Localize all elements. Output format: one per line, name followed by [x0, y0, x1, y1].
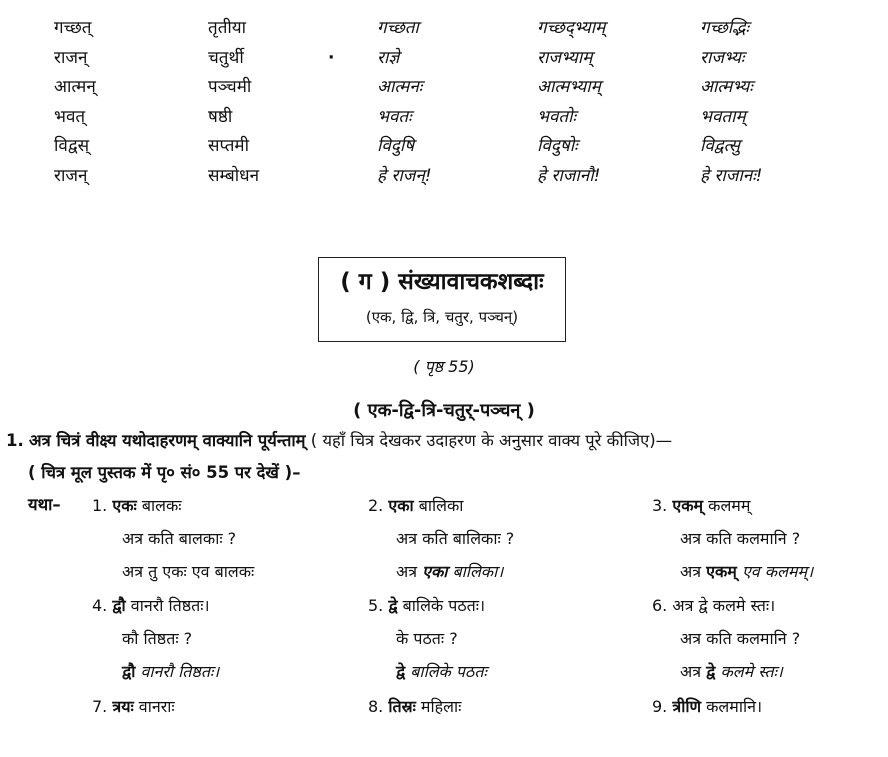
example-4-question: कौ तिष्ठतः ? — [122, 629, 193, 648]
example-rest: कलमानि। — [701, 697, 763, 716]
word-cell: राजन् — [54, 47, 88, 68]
case-cell: सम्बोधन — [208, 165, 260, 186]
example-number: 4. — [92, 596, 108, 615]
question-bold-text: अत्र चित्रं वीक्ष्य यथोदाहरणम् वाक्यानि पूर्यन्ताम् — [29, 431, 306, 450]
section-subtitle: (एक, द्वि, त्रि, चतुर, पञ्चन्) — [365, 308, 519, 326]
table-row — [0, 44, 888, 74]
question-normal-text: ( यहाँ चित्र देखकर उदाहरण के अनुसार वाक्य पूरे कीजिए)— — [310, 431, 673, 450]
dual-cell: आत्मभ्याम् — [537, 77, 601, 98]
page-reference: ( पृष्ठ 55) — [413, 357, 475, 376]
example-number: 9. — [652, 697, 668, 716]
example-rest: बालकः — [136, 496, 182, 515]
singular-cell: आत्मनः — [377, 77, 423, 98]
singular-cell: विदुषि — [377, 136, 415, 157]
answer-bold: द्वे — [396, 662, 406, 681]
example-number: 7. — [92, 697, 108, 716]
word-cell: भवत् — [54, 106, 86, 127]
dual-cell: विदुषोः — [537, 136, 578, 157]
example-bold: द्वौ — [112, 596, 126, 615]
sub-heading: ( एक-द्वि-त्रि-चतुर्-पञ्चन् ) — [353, 400, 535, 421]
table-row — [0, 14, 888, 44]
dual-cell: भवतोः — [537, 106, 576, 127]
example-5-head — [368, 594, 485, 616]
word-cell: आत्मन् — [54, 77, 96, 98]
word-cell: गच्छत् — [54, 18, 92, 38]
example-4-head — [92, 594, 210, 616]
example-3-answer — [680, 560, 813, 582]
case-cell: पञ्चमी — [208, 77, 252, 98]
dual-cell: राजभ्याम् — [537, 47, 593, 68]
singular-cell: भवतः — [377, 106, 412, 127]
example-number: 3. — [652, 496, 668, 515]
example-1-answer: अत्र तु एकः एव बालकः — [122, 562, 255, 581]
example-number: 6. — [652, 596, 668, 615]
example-rest: बालिके पठतः। — [397, 596, 486, 615]
answer-italic: एव कलमम्। — [736, 562, 814, 581]
singular-cell: गच्छता — [377, 18, 419, 38]
dual-cell: गच्छद्भ्याम् — [537, 18, 606, 38]
section-title: ( ग ) संख्यावाचकशब्दाः — [340, 269, 544, 295]
table-row — [0, 132, 888, 162]
declension-table — [0, 14, 888, 192]
example-bold: द्वे — [388, 596, 398, 615]
answer-pre: अत्र — [680, 562, 707, 581]
answer-pre: अत्र — [680, 662, 707, 681]
plural-cell: हे राजानः! — [700, 165, 763, 186]
example-2-question: अत्र कति बालिकाः ? — [396, 529, 515, 548]
word-cell: विद्वस् — [54, 136, 90, 157]
example-4-answer — [122, 660, 219, 682]
table-row — [0, 103, 888, 133]
answer-italic: बालिके पठतः — [405, 662, 487, 681]
example-number: 5. — [368, 596, 384, 615]
example-bold: त्रयः — [112, 697, 134, 716]
answer-pre: अत्र — [396, 562, 423, 581]
singular-cell: राज्ञे — [377, 47, 400, 68]
example-bold: त्रीणि — [672, 697, 702, 716]
example-rest: बालिका — [413, 496, 464, 515]
example-5-question: के पठतः ? — [396, 629, 458, 648]
question-1 — [6, 428, 886, 453]
plural-cell: विद्वत्सु — [700, 136, 740, 157]
plural-cell: भवताम् — [700, 106, 746, 127]
answer-bold: एकम् — [706, 562, 737, 581]
example-rest: कलमम् — [703, 496, 751, 515]
dual-cell: हे राजानौ! — [537, 165, 601, 186]
plural-cell: आत्मभ्यः — [700, 77, 753, 98]
answer-bold: द्वौ — [122, 662, 136, 681]
example-7-head — [92, 695, 175, 717]
example-2-head — [368, 494, 463, 516]
answer-bold: द्वे — [706, 662, 716, 681]
table-row — [0, 73, 888, 103]
answer-italic: वानरौ तिष्ठतः। — [135, 662, 220, 681]
plural-cell: राजभ्यः — [700, 47, 745, 68]
example-8-head — [368, 695, 461, 717]
stray-dot: · — [328, 47, 335, 68]
example-rest: महिलाः — [415, 697, 462, 716]
answer-italic: कलमे स्तः। — [715, 662, 783, 681]
example-bold: एकः — [112, 496, 137, 515]
example-1-head — [92, 494, 181, 516]
example-rest: अत्र द्वे कलमे स्तः। — [672, 596, 776, 615]
example-bold: तिस्रः — [388, 697, 416, 716]
table-row — [0, 162, 888, 192]
example-1-question: अत्र कति बालकाः ? — [122, 529, 237, 548]
example-number: 8. — [368, 697, 384, 716]
example-6-answer — [680, 660, 783, 682]
question-note: ( चित्र मूल पुस्तक में पृ० सं० 55 पर देखें )– — [28, 463, 301, 482]
example-bold: एकम् — [672, 496, 704, 515]
answer-bold: एका — [422, 562, 448, 581]
case-cell: षष्ठी — [208, 106, 233, 127]
example-3-head — [652, 494, 750, 516]
example-number: 2. — [368, 496, 384, 515]
plural-cell: गच्छद्भिः — [700, 18, 749, 38]
case-cell: सप्तमी — [208, 136, 249, 157]
section-heading-box — [318, 257, 566, 342]
answer-italic: बालिका। — [447, 562, 504, 581]
example-6-head — [652, 594, 775, 616]
example-2-answer — [396, 560, 503, 582]
example-label: यथा– — [28, 495, 61, 514]
singular-cell: हे राजन्! — [377, 165, 432, 186]
example-bold: एका — [388, 496, 414, 515]
example-number: 1. — [92, 496, 108, 515]
case-cell: चतुर्थी — [208, 47, 244, 68]
example-6-question: अत्र कति कलमानि ? — [680, 629, 801, 648]
example-rest: वानराः — [133, 697, 175, 716]
example-5-answer — [396, 660, 487, 682]
word-cell: राजन् — [54, 165, 88, 186]
example-rest: वानरौ तिष्ठतः। — [125, 596, 210, 615]
question-number: 1. — [6, 431, 24, 450]
case-cell: तृतीया — [208, 18, 247, 38]
example-3-question: अत्र कति कलमानि ? — [680, 529, 801, 548]
example-9-head — [652, 695, 762, 717]
